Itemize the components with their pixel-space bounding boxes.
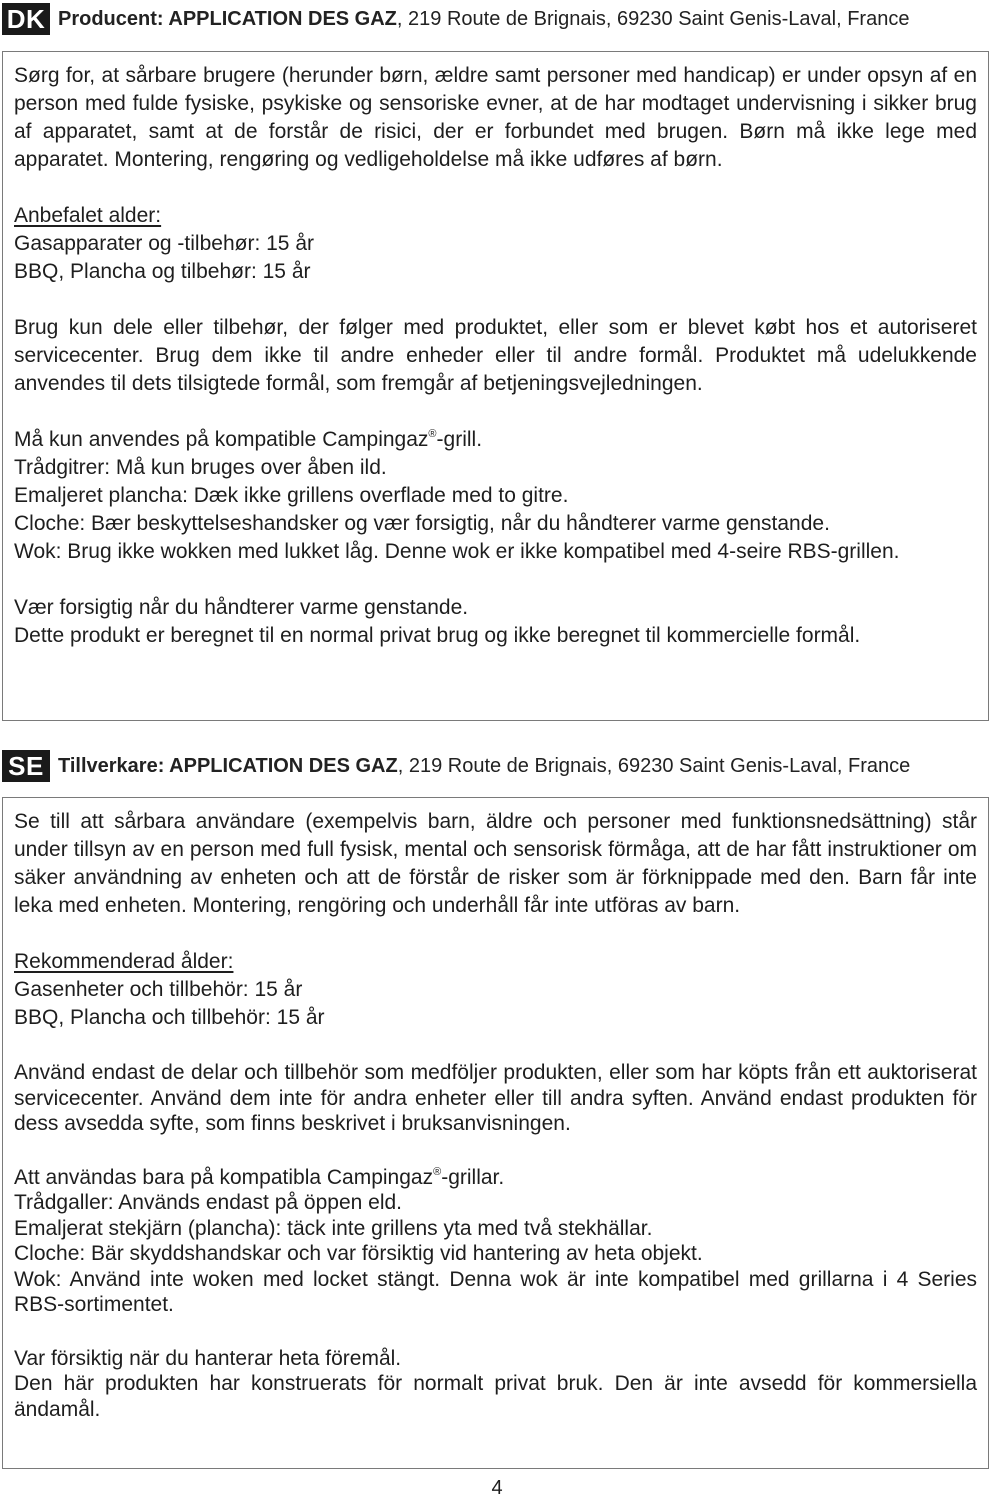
se-accessory-line: Emaljerat stekjärn (plancha): täck inte grillens yta med två stekhällar. <box>14 1216 653 1240</box>
dk-registered-mark: ® <box>428 428 437 440</box>
se-compat-line: Att användas bara på kompatibla Campingaz®-grillar. <box>14 1165 505 1189</box>
se-age-line: Gasenheter och tillbehör: 15 år <box>14 978 303 1001</box>
se-safety-box <box>2 797 989 1469</box>
se-final-line: Var försiktig när du hanterar heta föremål. <box>14 1346 402 1370</box>
dk-accessory-line: Cloche: Bær beskyttelseshandsker og vær forsigtig, når du håndterer varme genstande. <box>14 512 830 535</box>
dk-producer-label: Producent: APPLICATION DES GAZ <box>58 7 397 30</box>
se-accessory-line: Trådgaller: Används endast på öppen eld. <box>14 1191 402 1214</box>
dk-accessory-line: Wok: Brug ikke wokken med lukket låg. Denne wok er ikke kompatibel med 4-seire RBS-grillen. <box>14 540 900 563</box>
se-parts-paragraph: Använd endast de delar och tillbehör som medföljer produkten, eller som har köpts från ett auktoriserat servicecenter. Använd dem inte för andra enheter eller till andra syften. Använd endast produkten för dess avsedda syfte, som finns beskrivet i bruksanvisningen. <box>14 1061 977 1135</box>
page-number: 4 <box>491 1477 503 1499</box>
se-accessory-line: Cloche: Bär skyddshandskar och var försiktig vid hantering av heta objekt. <box>14 1242 703 1265</box>
se-final-line: Den här produkten har konstruerats för normalt privat bruk. Den är inte avsedd för kommersiella ändamål. <box>14 1372 977 1421</box>
se-language-badge: SE <box>2 750 50 782</box>
dk-header <box>2 2 909 36</box>
se-producer-address: , 219 Route de Brignais, 69230 Saint Genis-Laval, France <box>397 754 911 777</box>
se-age-line: BBQ, Plancha och tillbehör: 15 år <box>14 1006 325 1029</box>
dk-language-badge: DK <box>2 3 50 35</box>
se-registered-mark: ® <box>433 1165 442 1178</box>
se-supervision-paragraph: Se till att sårbara användare (exempelvis barn, äldre och personer med funktionsnedsättning) står under tillsyn av en person med full fysisk, mental och sensorisk förmåga, att de har fått instruktioner om säker användning av enheten och att de förstår de risker som är förknippade med den. Barn får inte leka med enheten. Montering, rengöring och underhåll får inte utföras av barn. <box>14 810 977 917</box>
dk-age-line: Gasapparater og -tilbehør: 15 år <box>14 232 314 255</box>
dk-final-line: Vær forsigtig når du håndterer varme genstande. <box>14 596 469 619</box>
dk-producer-line <box>58 8 909 31</box>
dk-compat-line: Må kun anvendes på kompatible Campingaz®-grill. <box>14 428 483 451</box>
dk-producer-address: , 219 Route de Brignais, 69230 Saint Genis-Laval, France <box>396 7 910 30</box>
se-accessory-line: Wok: Använd inte woken med locket stängt. Denna wok är inte kompatibel med grillarna i 4 Series RBS-sortimentet. <box>14 1267 977 1316</box>
se-producer-line <box>58 755 910 778</box>
dk-parts-paragraph: Brug kun dele eller tilbehør, der følger med produktet, eller som er blevet købt hos et autoriseret servicecenter. Brug dem ikke til andre enheder eller til andre formål. Produktet må udelukkende anvendes til dets tilsigtede formål, som fremgår af betjeningsvejledningen. <box>14 316 977 395</box>
dk-safety-box <box>2 51 989 721</box>
dk-supervision-paragraph: Sørg for, at sårbare brugere (herunder børn, ældre samt personer med handicap) er under opsyn af en person med fulde fysiske, psykiske og sensoriske evner, at de har modtaget undervisning i sikker brug af apparatet, samt at de forstår de risici, der er forbundet med brugen. Børn må ikke lege med apparatet. Montering, rengøring og vedligeholdelse må ikke udføres af børn. <box>14 64 977 171</box>
dk-accessory-line: Emaljeret plancha: Dæk ikke grillens overflade med to gitre. <box>14 484 569 507</box>
dk-accessory-line: Trådgitrer: Må kun bruges over åben ild. <box>14 456 387 479</box>
dk-age-line: BBQ, Plancha og tilbehør: 15 år <box>14 260 311 283</box>
se-age-heading: Rekommenderad ålder: <box>14 950 234 973</box>
dk-age-heading: Anbefalet alder: <box>14 204 162 227</box>
dk-final-line: Dette produkt er beregnet til en normal privat brug og ikke beregnet til kommercielle formål. <box>14 624 861 647</box>
se-producer-label: Tillverkare: APPLICATION DES GAZ <box>58 754 398 777</box>
se-header <box>2 749 910 783</box>
